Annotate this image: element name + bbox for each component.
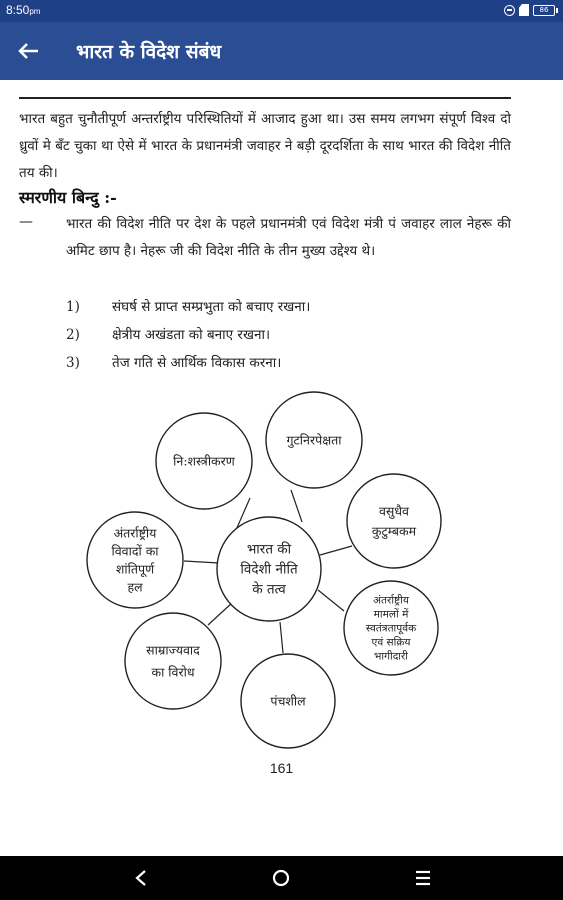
menu-icon	[403, 864, 443, 892]
back-button[interactable]	[14, 36, 50, 66]
document-page[interactable]	[0, 80, 563, 856]
center-node-label-line: भारत की	[246, 541, 292, 558]
connector-non-alignment	[291, 490, 302, 522]
center-node-label-line: के तत्व	[252, 581, 286, 598]
node-non-alignment-label-line: गुटनिरपेक्षता	[286, 432, 342, 448]
do-not-disturb-icon	[504, 5, 515, 16]
battery-icon	[533, 5, 555, 16]
intro-paragraph: भारत बहुत चुनौतीपूर्ण अन्तर्राष्ट्रीय परिस्थितियों में आजाद हुआ था। उस समय लगभग संपूर्ण विश्व दो ध्रुवों मे बँट चुका था ऐसे में भारत के प्रधानमंत्री जवाहर ने बड़ी दूरदर्शिता के साथ भारत की विदेश नीति तय की।	[19, 111, 511, 181]
node-peaceful-resolution-label-line: हल	[127, 579, 143, 595]
no-sim-icon	[519, 4, 529, 16]
node-peaceful-resolution-label-line: शांतिपूर्ण	[115, 561, 155, 577]
connector-anti-imperialism	[208, 602, 233, 625]
node-vasudhaiva-label-line: कुटुम्बकम	[371, 523, 417, 539]
node-international-participation-label-line: स्वतंत्रतापूर्वक	[365, 622, 417, 635]
node-anti-imperialism-label-line: का विरोध	[151, 664, 195, 680]
nav-menu-button[interactable]	[403, 864, 443, 892]
objective-text: तेज गति से आर्थिक विकास करना।	[112, 355, 282, 371]
node-panchsheel-label-line: पंचशील	[270, 693, 306, 709]
node-disarmament-label-line: नि:शस्त्रीकरण	[173, 453, 235, 469]
connector-panchsheel	[280, 622, 283, 653]
status-bar	[0, 0, 563, 22]
objective-number: 2)	[66, 327, 80, 343]
node-international-participation-label-line: मामलों में	[373, 608, 409, 621]
objective-text: क्षेत्रीय अखंडता को बनाए रखना।	[112, 327, 271, 343]
bullet-dash: —	[19, 214, 33, 230]
nav-back-button[interactable]	[121, 864, 161, 892]
app-bar	[0, 22, 563, 80]
node-vasudhaiva	[347, 474, 441, 568]
chevron-left-icon	[121, 864, 161, 892]
page-number: 161	[269, 760, 294, 776]
home-circle-icon	[261, 864, 301, 892]
node-vasudhaiva-label-line: वसुधैव	[378, 503, 410, 519]
node-international-participation-label-line: अंतर्राष्ट्रीय	[373, 594, 409, 607]
node-international-participation-label-line: एवं सक्रिय	[371, 636, 411, 649]
node-anti-imperialism-label-line: साम्राज्यवाद	[146, 642, 200, 658]
node-peaceful-resolution-label-line: विवादों का	[111, 543, 159, 559]
node-international-participation-label-line: भागीदारी	[373, 650, 409, 663]
connector-peaceful-resolution	[184, 561, 219, 563]
navigation-bar	[0, 856, 563, 900]
objective-number: 1)	[66, 299, 80, 315]
status-time: 8:50pm	[6, 3, 41, 17]
page-title: भारत के विदेश संबंध	[76, 41, 222, 63]
arrow-left-icon	[14, 36, 50, 66]
section-heading: स्मरणीय बिन्दु :-	[19, 188, 117, 207]
objective-number: 3)	[66, 355, 80, 371]
connector-international-participation	[318, 590, 344, 611]
node-anti-imperialism	[125, 613, 221, 709]
connector-vasudhaiva	[320, 546, 352, 555]
center-node-label-line: विदेशी नीति	[240, 561, 298, 578]
point-paragraph: भारत की विदेश नीति पर देश के पहले प्रधानमंत्री एवं विदेश मंत्री पं जवाहर लाल नेहरू की अमिट छाप है। नेहरू जी की विदेश नीति के तीन मुख्य उद्देश्य थे।	[66, 216, 511, 259]
foreign-policy-diagram	[0, 80, 563, 760]
status-icons	[504, 4, 555, 16]
objective-text: संघर्ष से प्राप्त सम्प्रभुता को बचाए रखना।	[112, 299, 311, 315]
node-peaceful-resolution-label-line: अंतर्राष्ट्रीय	[113, 525, 157, 541]
battery-level: 86	[539, 5, 549, 14]
nav-home-button[interactable]	[261, 864, 301, 892]
